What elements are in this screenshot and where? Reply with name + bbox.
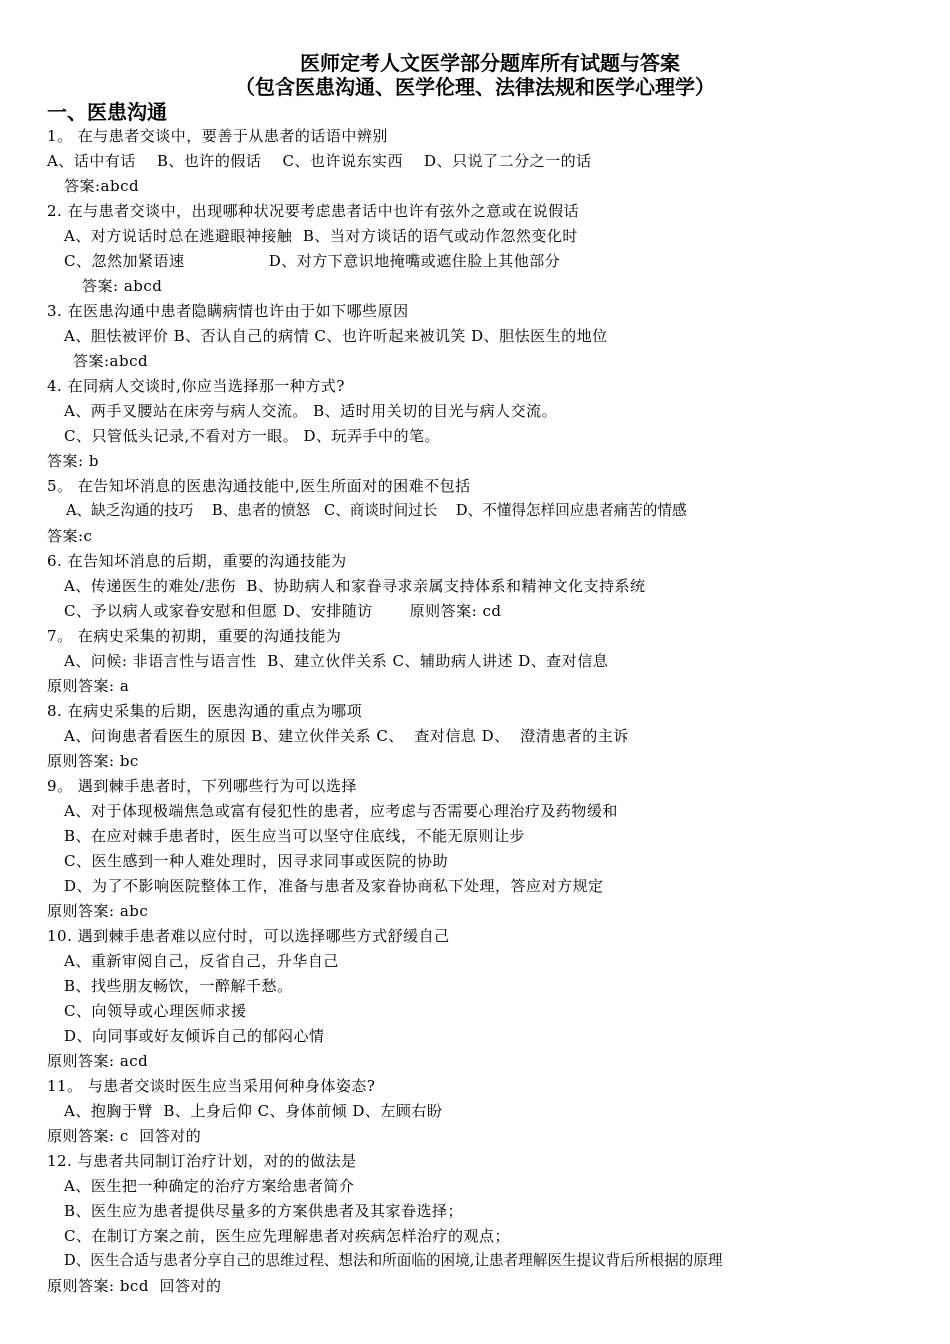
question-8-options: A、问询患者看医生的原因 B、建立伙伴关系 C、 查对信息 D、 澄清患者的主诉: [64, 727, 629, 745]
question-8-answer: 原则答案: bc: [47, 752, 139, 770]
question-4-option-cd: C、只管低头记录,不看对方一眼。 D、玩弄手中的笔。: [64, 427, 441, 445]
question-9-option-a: A、对于体现极端焦急或富有侵犯性的患者，应考虑与否需要心理治疗及药物缓和: [64, 802, 618, 820]
question-12-option-d: D、医生合适与患者分享自己的思维过程、想法和所面临的困境,让患者理解医生提议背后所根据的原理: [64, 1252, 723, 1269]
question-4-answer: 答案: b: [47, 452, 99, 470]
question-12-option-c: C、在制订方案之前，医生应先理解患者对疾病怎样治疗的观点；: [64, 1227, 510, 1245]
document-subtitle: （包含医患沟通、医学伦理、法律法规和医学心理学）: [235, 75, 715, 99]
question-7: 7。 在病史采集的初期，重要的沟通技能为: [47, 627, 342, 645]
question-10: 10. 遇到棘手患者难以应付时，可以选择哪些方式舒缓自己: [47, 927, 450, 945]
question-3-answer: 答案:abcd: [73, 352, 149, 370]
question-12-option-b: B、医生应为患者提供尽量多的方案供患者及其家眷选择；: [64, 1202, 464, 1220]
question-3-options: A、胆怯被评价 B、否认自己的病情 C、也许听起来被讥笑 D、胆怯医生的地位: [64, 327, 608, 345]
question-2-option-cd: C、忽然加紧语速 D、对方下意识地掩嘴或遮住脸上其他部分: [64, 252, 561, 270]
question-5: 5。 在告知坏消息的医患沟通技能中,医生所面对的困难不包括: [47, 477, 471, 495]
question-9-option-d: D、为了不影响医院整体工作，准备与患者及家眷协商私下处理，答应对方规定: [64, 877, 604, 895]
question-1-answer: 答案:abcd: [64, 177, 140, 195]
question-5-options: A、缺乏沟通的技巧 B、患者的愤怒 C、商谈时间过长 D、不懂得怎样回应患者痛苦的情感: [66, 502, 687, 519]
question-11: 11。 与患者交谈时医生应当采用何种身体姿态?: [47, 1077, 376, 1095]
question-12: 12. 与患者共同制订治疗计划，对的的做法是: [47, 1152, 357, 1170]
question-6-option-ab: A、传递医生的难处/悲伤 B、协助病人和家眷寻求亲属支持体系和精神文化支持系统: [64, 577, 646, 595]
question-2-answer: 答案: abcd: [82, 277, 163, 295]
document-title: 医师定考人文医学部分题库所有试题与答案: [300, 51, 680, 75]
question-1: 1。 在与患者交谈中，要善于从患者的话语中辨别: [47, 127, 388, 145]
question-6-option-cd-answer: C、予以病人或家眷安慰和但愿 D、安排随访 原则答案: cd: [64, 602, 502, 620]
section-heading: 一、医患沟通: [47, 100, 167, 124]
question-9-option-c: C、医生感到一种人难处理时，因寻求同事或医院的协助: [64, 852, 448, 870]
question-11-options: A、抱胸于臂 B、上身后仰 C、身体前倾 D、左顾右盼: [64, 1102, 443, 1120]
question-9: 9。 遇到棘手患者时，下列哪些行为可以选择: [47, 777, 357, 795]
question-6: 6. 在告知坏消息的后期，重要的沟通技能为: [47, 552, 347, 570]
question-10-option-a: A、重新审阅自己，反省自己，升华自己: [64, 952, 339, 970]
question-2: 2. 在与患者交谈中，出现哪种状况要考虑患者话中也许有弦外之意或在说假话: [47, 202, 580, 220]
question-5-answer: 答案:c: [47, 527, 93, 545]
question-4: 4. 在同病人交谈时,你应当选择那一种方式?: [47, 377, 345, 395]
question-10-option-c: C、向领导或心理医师求援: [64, 1002, 247, 1020]
question-4-option-ab: A、两手叉腰站在床旁与病人交流。 B、适时用关切的目光与病人交流。: [64, 402, 558, 420]
question-3: 3. 在医患沟通中患者隐瞒病情也许由于如下哪些原因: [47, 302, 409, 320]
question-11-answer: 原则答案: c 回答对的: [47, 1127, 202, 1145]
question-8: 8. 在病史采集的后期，医患沟通的重点为哪项: [47, 702, 363, 720]
question-10-option-d: D、向同事或好友倾诉自己的郁闷心情: [64, 1027, 325, 1045]
question-7-answer: 原则答案: a: [47, 677, 130, 695]
question-7-options: A、问候: 非语言性与语言性 B、建立伙伴关系 C、辅助病人讲述 D、查对信息: [64, 652, 609, 670]
question-10-answer: 原则答案: acd: [47, 1052, 149, 1070]
question-1-options: A、话中有话 B、也许的假话 C、也许说东实西 D、只说了二分之一的话: [47, 152, 592, 170]
question-12-answer: 原则答案: bcd 回答对的: [47, 1277, 222, 1295]
question-2-option-ab: A、对方说话时总在逃避眼神接触 B、当对方谈话的语气或动作忽然变化时: [64, 227, 578, 245]
question-9-answer: 原则答案: abc: [47, 902, 149, 920]
question-10-option-b: B、找些朋友畅饮，一醉解千愁。: [64, 977, 293, 995]
question-9-option-b: B、在应对棘手患者时，医生应当可以坚守住底线，不能无原则让步: [64, 827, 526, 845]
question-12-option-a: A、医生把一种确定的治疗方案给患者简介: [64, 1177, 355, 1195]
